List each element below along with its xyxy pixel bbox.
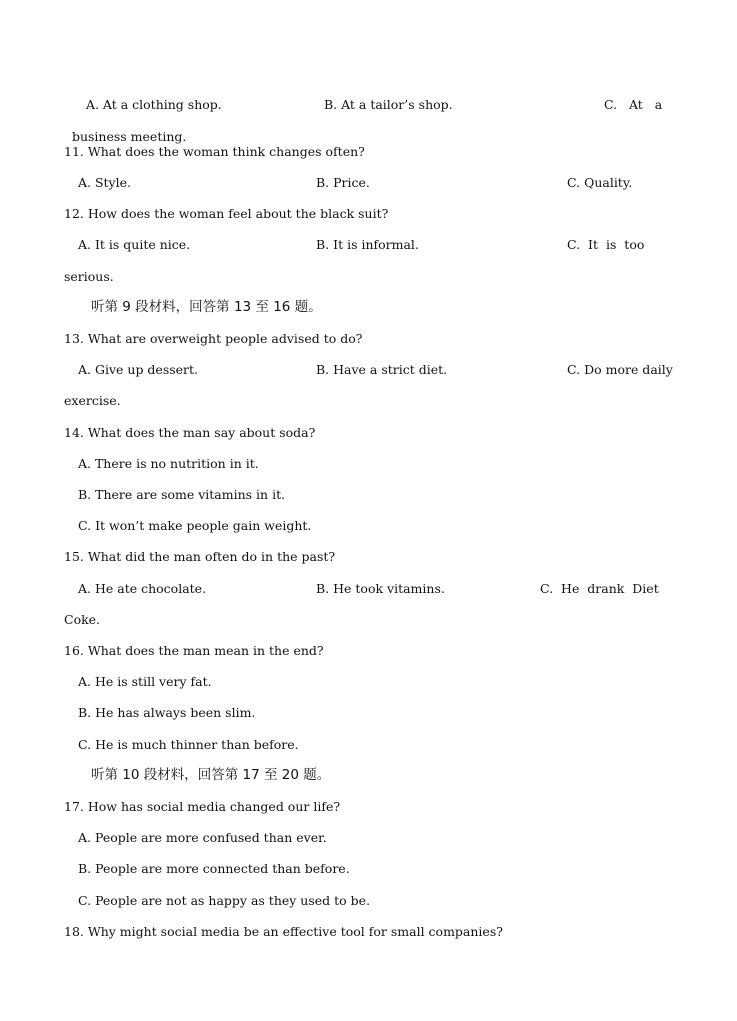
- q13-option-a: A. Give up dessert.: [78, 362, 199, 377]
- q16-option-a: A. He is still very fat.: [78, 674, 212, 689]
- q12-option-c-tail: serious.: [64, 269, 114, 284]
- q13-option-b: B. Have a strict diet.: [316, 362, 448, 377]
- q11-option-a: A. Style.: [78, 175, 131, 190]
- q14-option-c: C. It won’t make people gain weight.: [78, 518, 312, 533]
- q10-option-a: A. At a clothing shop.: [85, 97, 222, 112]
- q11-stem: 11. What does the woman think changes often?: [64, 144, 365, 159]
- q17-option-c: C. People are not as happy as they used to be.: [78, 893, 371, 908]
- q12-option-a: A. It is quite nice.: [78, 237, 191, 252]
- q14-option-a: A. There is no nutrition in it.: [78, 456, 259, 471]
- q10-option-b-line: [316, 81, 453, 113]
- q14-stem: 14. What does the man say about soda?: [64, 425, 316, 440]
- q12-stem: 12. How does the woman feel about the black suit?: [64, 206, 389, 221]
- q18-stem: 18. Why might social media be an effective tool for small companies?: [64, 924, 503, 939]
- q12-option-b: B. It is informal.: [316, 237, 419, 252]
- q13-option-c-head: C. Do more daily: [567, 362, 673, 377]
- q10-options: [78, 81, 222, 113]
- q10-option-c-head: C. At a: [603, 97, 663, 112]
- q16-option-c: C. He is much thinner than before.: [78, 737, 299, 752]
- q11-option-c: C. Quality.: [567, 175, 633, 190]
- q15-stem: 15. What did the man often do in the past?: [64, 549, 336, 564]
- q11-option-b: B. Price.: [316, 175, 370, 190]
- section-10-instruction: 听第 10 段材料，回答第 17 至 20 题。: [91, 767, 331, 783]
- q16-option-b: B. He has always been slim.: [78, 705, 256, 720]
- section-9-instruction: 听第 9 段材料，回答第 13 至 16 题。: [91, 299, 322, 315]
- q17-stem: 17. How has social media changed our life?: [64, 799, 341, 814]
- q15-option-c-tail: Coke.: [64, 612, 101, 627]
- q12-option-c-head: C. It is too: [567, 237, 645, 252]
- q10-option-c-tail: business meeting.: [71, 129, 187, 144]
- q10-option-b: B. At a tailor’s shop.: [323, 97, 453, 112]
- q15-option-c-head: C. He drank Diet: [540, 581, 659, 596]
- q14-option-b: B. There are some vitamins in it.: [78, 487, 286, 502]
- q15-option-a: A. He ate chocolate.: [78, 581, 207, 596]
- q15-option-b: B. He took vitamins.: [316, 581, 445, 596]
- q13-option-c-tail: exercise.: [64, 393, 121, 408]
- q17-option-b: B. People are more connected than before.: [78, 861, 350, 876]
- q10-option-c-cont: [64, 113, 186, 145]
- q10-option-c-line: [596, 81, 662, 113]
- q16-stem: 16. What does the man mean in the end?: [64, 643, 324, 658]
- q17-option-a: A. People are more confused than ever.: [78, 830, 327, 845]
- q13-stem: 13. What are overweight people advised to do?: [64, 331, 363, 346]
